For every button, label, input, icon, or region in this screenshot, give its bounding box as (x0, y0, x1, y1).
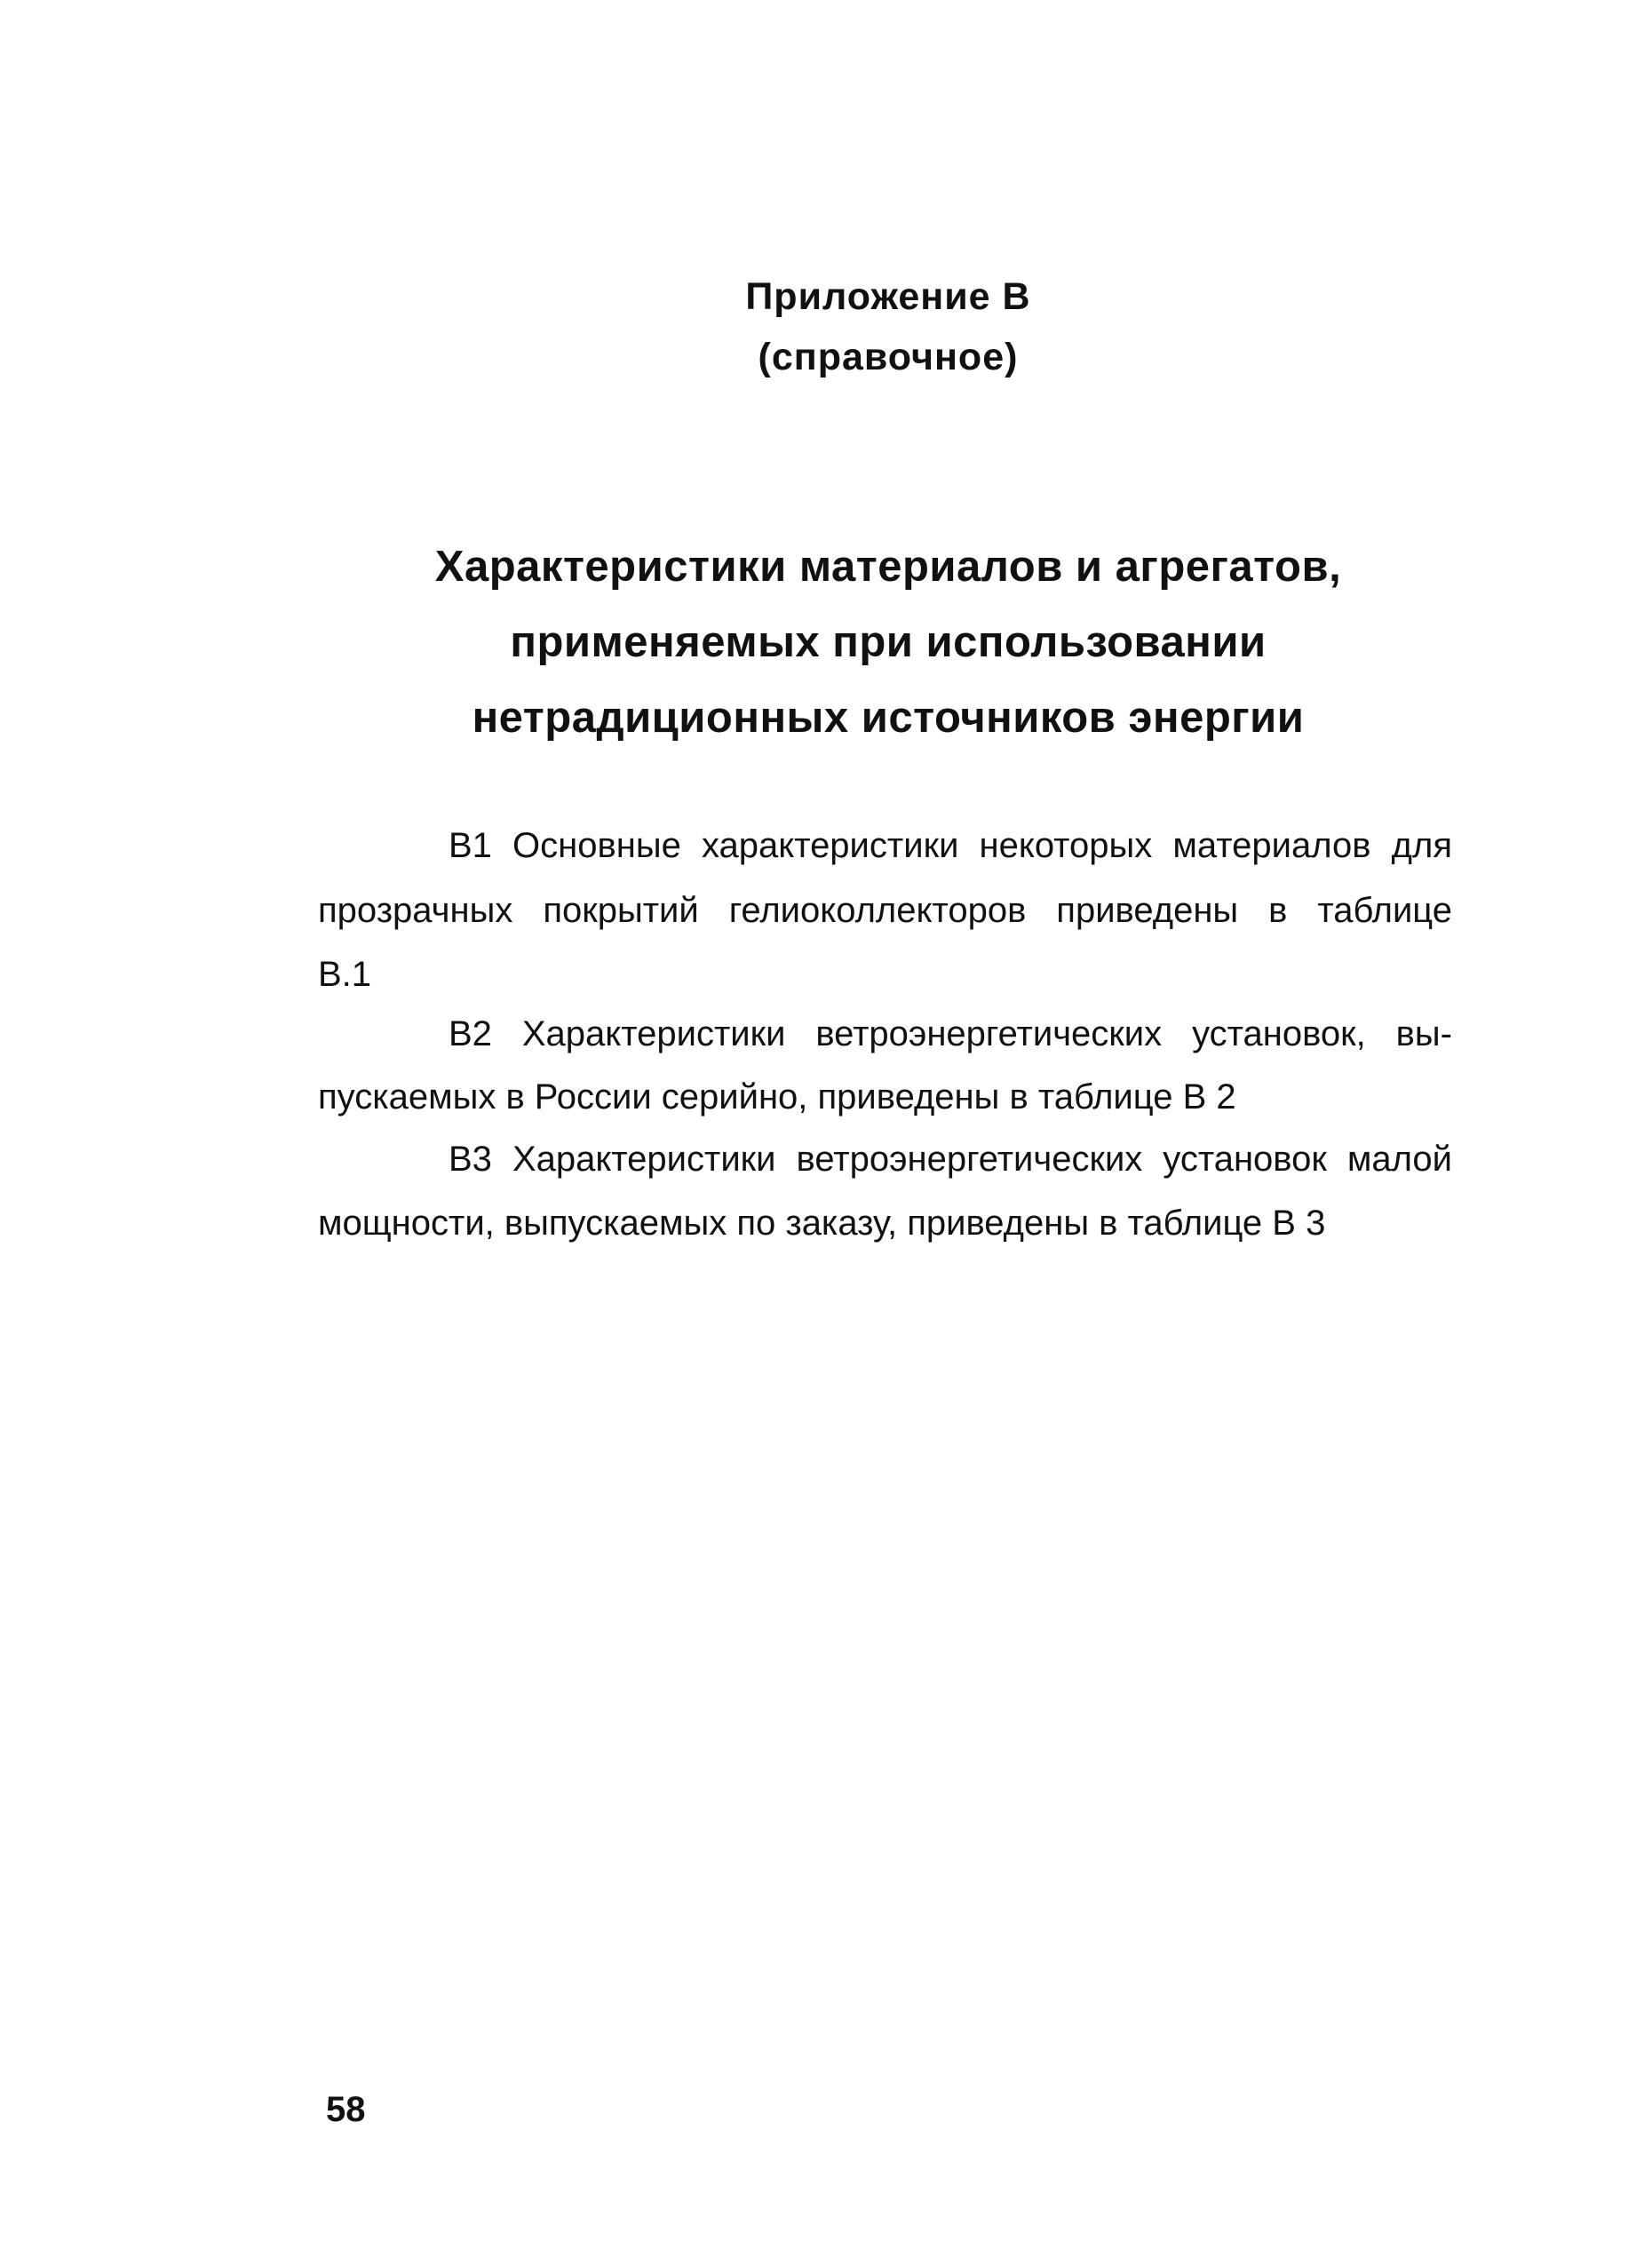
appendix-note: (справочное) (758, 336, 1019, 378)
paragraph-b2-line-2: пускаемых в России серийно, приведены в таблице В 2 (318, 1077, 1236, 1117)
paragraph-b1-line-2: прозрачных покрытий гелиоколлекторов приведены в таблице (318, 891, 1452, 930)
paragraph-b3-line-1: В3 Характеристики ветроэнергетических установок малой (449, 1140, 1452, 1179)
section-heading-line-3: нетрадиционных источников энергии (472, 694, 1305, 742)
paragraph-b1-line-1: В1 Основные характеристики некоторых материалов для (449, 826, 1452, 865)
section-heading-line-2: применяемых при использовании (510, 618, 1267, 666)
paragraph-b2-line-1: В2 Характеристики ветроэнергетических установок, вы- (449, 1014, 1452, 1053)
paragraph-b3-line-2: мощности, выпускаемых по заказу, приведены в таблице В 3 (318, 1204, 1326, 1243)
section-heading-line-1: Характеристики материалов и агрегатов, (434, 543, 1342, 591)
appendix-title: Приложение В (745, 275, 1031, 318)
paragraph-b1-line-3: В.1 (318, 955, 372, 994)
page-number: 58 (326, 2090, 366, 2129)
